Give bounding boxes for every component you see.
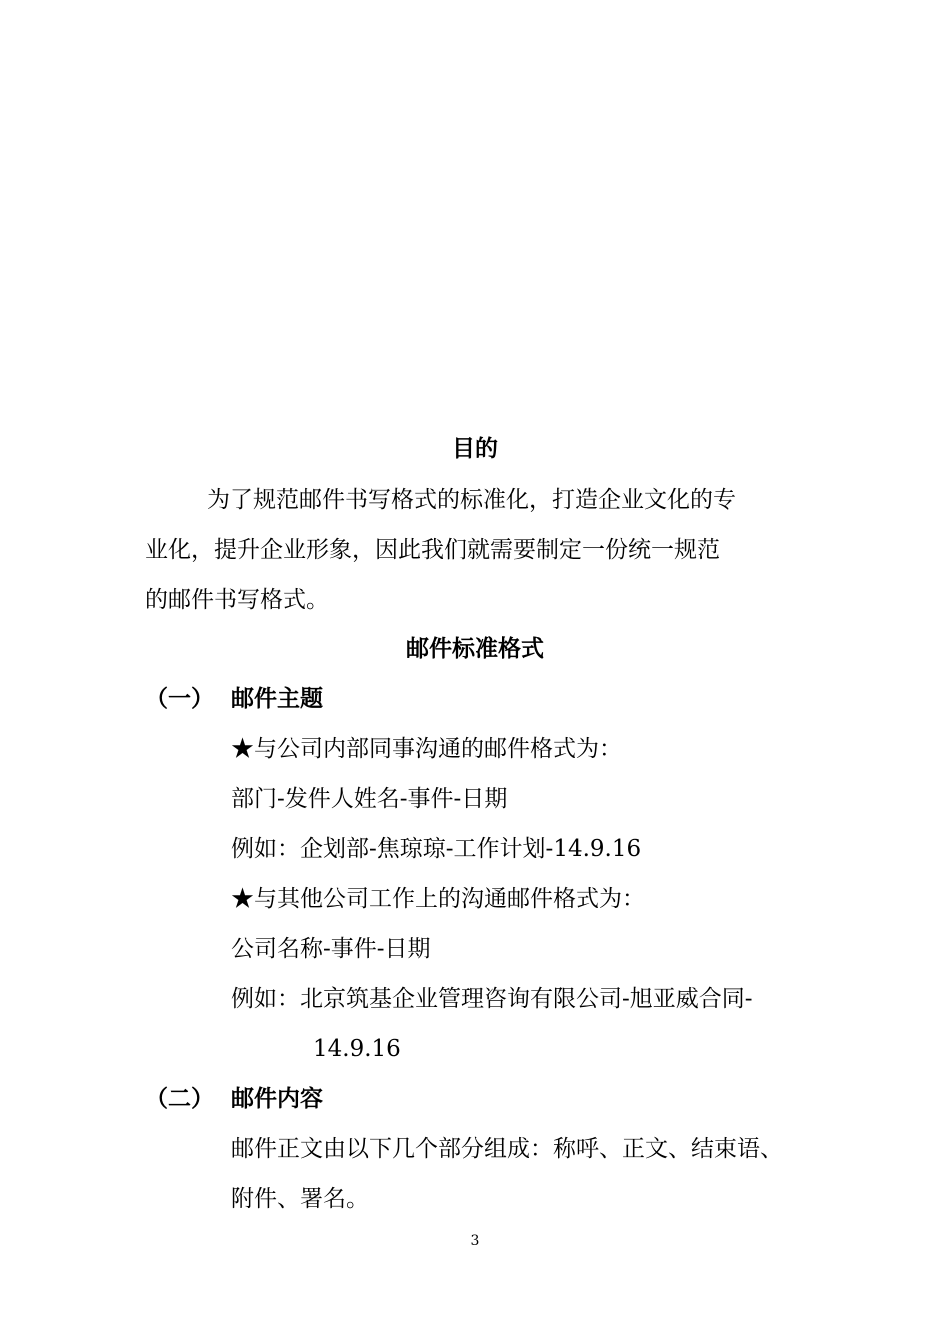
section-2-title: 邮件内容: [231, 1086, 323, 1112]
section-2-number: （二）: [145, 1086, 214, 1112]
section-1-title: 邮件主题: [231, 686, 323, 712]
section-1-number: （一）: [145, 686, 214, 712]
purpose-line-3: 的邮件书写格式。: [145, 587, 329, 613]
purpose-line-2: 业化，提升企业形象，因此我们就需要制定一份统一规范: [145, 537, 720, 563]
purpose-line-1: 为了规范邮件书写格式的标准化，打造企业文化的专: [207, 487, 736, 513]
purpose-heading: 目的: [452, 436, 498, 462]
section-1-line-5: 公司名称-事件-日期: [231, 936, 431, 962]
section-2-line-1: 邮件正文由以下几个部分组成：称呼、正文、结束语、: [231, 1136, 783, 1162]
section-1-line-6-continuation: 14.9.16: [313, 1036, 401, 1062]
section-1-line-4: ★与其他公司工作上的沟通邮件格式为：: [231, 886, 645, 912]
section-2-line-2: 附件、署名。: [231, 1186, 369, 1212]
section-1-line-3: 例如：企划部-焦琼琼-工作计划-14.9.16: [231, 836, 642, 862]
standard-format-heading: 邮件标准格式: [406, 636, 544, 662]
section-1-line-2: 部门-发件人姓名-事件-日期: [231, 786, 508, 812]
section-1-line-1: ★与公司内部同事沟通的邮件格式为：: [231, 736, 622, 762]
page-number: 3: [470, 1233, 480, 1249]
section-1-line-6: 例如：北京筑基企业管理咨询有限公司-旭亚威合同-: [231, 986, 753, 1012]
